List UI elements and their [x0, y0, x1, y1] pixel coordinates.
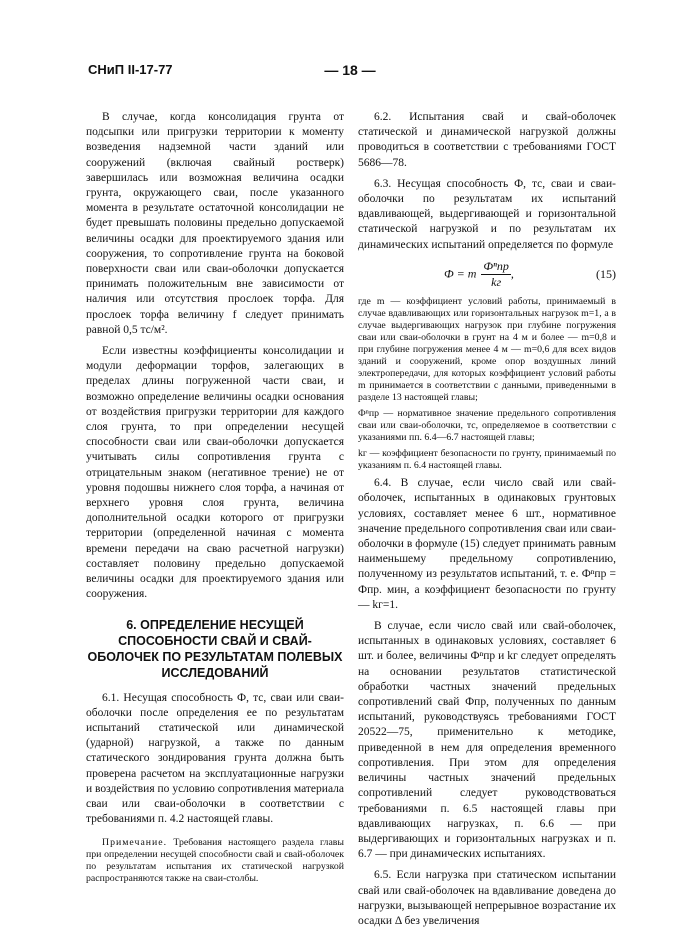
paragraph: 6.2. Испытания свай и свай-оболочек статической и динамической нагрузкой должны проводиться в соответствии с требованиями ГОСТ 5686—78. [358, 111, 616, 169]
paragraph: Если известны коэффициенты консолидации и модули деформации торфов, залегающих в пределах длины погруженной части сваи, и возможно определение величины осадки основания от воздействия пригрузки территории для каждого слоя грунта, то при определении несущей способности сваи или сваи-оболочки допускается учитывать силы сопротивления грунта с отрицательным знаком (негативное трение) не от уровня подошвы нижнего слоя торфа, а начиная от верхнего уровня слоя грунта, величина дополнительной осадки которого от пригрузки территории (определенной начиная с момента времени передачи на сваю расчетной нагрузки) составляет половину предельно допускаемой величины осадки для проектируемого здания или сооружения. [86, 345, 344, 601]
paragraph: 6.4. В случае, если число свай или свай-оболочек, испытанных в одинаковых грунтовых условиях, составляет менее 6 шт., нормативное значение предельного сопротивления сваи или сваи-оболочки в формуле (15) следует принимать равным наименьшему предельному сопротивлению, полученному из результатов испытаний, т. е. Фⁿпр = Фпр. мин, а коэффициент безопасности по грунту — kг=1. [358, 477, 616, 611]
page-number: — 18 — [324, 62, 376, 78]
definition-m: где m — коэффициент условий работы, принимаемый в случае вдавливающих или горизонтальных нагрузок m=1, а в случае выдергивающих нагрузок при глубине погружения сваи или сваи-оболочки в грунт на 4 м и более — m=0,8 и при глубине погружения менее 4 м — m=0,6 для всех видов зданий и сооружений, кроме опор воздушных линий электропередачи, для которых коэффициент условий работы m принимается в соответствии с данными, приведенными в разделе 13 настоящей главы; [358, 296, 616, 404]
paragraph: 6.3. Несущая способность Ф, тс, сваи и сваи-оболочки по результатам их испытаний вдавливающей, выдергивающей и горизонтальной статической нагрузкой и по результатам их динамических испытаний определяется по формуле [358, 177, 616, 251]
paragraph: 6.5. Если нагрузка при статическом испытании свай или свай-оболочек на вдавливание доведена до нагрузки, вызывающей непрерывное возрастание их осадки Δ без увеличения [358, 869, 617, 927]
note [86, 837, 344, 885]
formula-fraction [481, 259, 510, 290]
formula-15 [358, 259, 616, 290]
page-header [88, 62, 612, 88]
document-code: СНиП II-17-77 [88, 62, 173, 77]
note-label: Примечание. [102, 837, 168, 849]
formula-tail: , [510, 266, 514, 281]
definition-f: Фⁿпр — нормативное значение предельного сопротивления сваи или сваи-оболочки, тс, определяемое в соответствии с указаниями пп. 6.4—6.7 настоящей главы; [358, 408, 616, 444]
definition-k: kг — коэффициент безопасности по грунту, принимаемый по указаниям п. 6.4 настоящей главы. [358, 448, 616, 472]
note-text: Требования настоящего раздела главы при определении несущей способности свай и свай-оболочек по результатам испытания их статической нагрузкой распространяются также на сваи-столбы. [86, 837, 344, 885]
formula-numerator: Фⁿпр [481, 259, 510, 275]
formula-denominator: kг [491, 275, 502, 290]
right-column [358, 110, 616, 935]
section-title: 6. ОПРЕДЕЛЕНИЕ НЕСУЩЕЙ СПОСОБНОСТИ СВАЙ И СВАЙ-ОБОЛОЧЕК ПО РЕЗУЛЬТАТАМ ПОЛЕВЫХ ИССЛЕДОВАНИЙ [87, 617, 343, 680]
paragraph: В случае, если число свай или свай-оболочек, испытанных в одинаковых условиях, составляет 6 шт. и более, величины Фⁿпр и kг следует определять на основании результатов статистической обработки частных значений предельных сопротивлений свай Фпр, полученных по данным испытаний, руководствуясь требованиями ГОСТ 20522—75, применительно к методике, приведенной в нем для определения временного сопротивления. При этом для определения величины частных значений предельных сопротивлений следует руководствоваться требованиями п. 6.5 настоящей главы при вдавливающих нагрузках, п. 6.6 — при выдергивающих и горизонтальных нагрузках и п. 6.7 — при динамических испытаниях. [358, 620, 616, 861]
formula-number: (15) [596, 266, 616, 281]
paragraph: 6.1. Несущая способность Ф, тс, сваи или сваи-оболочки после определения ее по результатам испытаний статической или динамической (ударной) нагрузкой, а также по данным статического зондирования грунта должна быть проверена расчетом на эксплуатационные нагрузки и воздействия по условию сопротивления материала сваи или сваи-оболочки в соответствии с требованиями п. 4.2 настоящей главы. [86, 691, 344, 826]
left-column [86, 110, 344, 891]
formula-lhs: Ф = m [444, 266, 477, 281]
formula-expression [444, 259, 514, 290]
paragraph: В случае, когда консолидация грунта от подсыпки или пригрузки территории к моменту возведения надземной части зданий или сооружений (включая свайный ростверк) завершилась или возможная величина осадки грунта, окружающего сваи, после указанного момента в результате остаточной консолидации не будет превышать половины предельно допускаемой величины осадки для проектируемого здания или сооружения, то сопротивление грунта на боковой поверхности сваи или сваи-оболочки допускается принимать положительным вне зависимости от наличия или отсутствия прослоек торфа. Для прослоек торфа величину f следует принимать равной 0,5 тс/м². [86, 111, 344, 336]
